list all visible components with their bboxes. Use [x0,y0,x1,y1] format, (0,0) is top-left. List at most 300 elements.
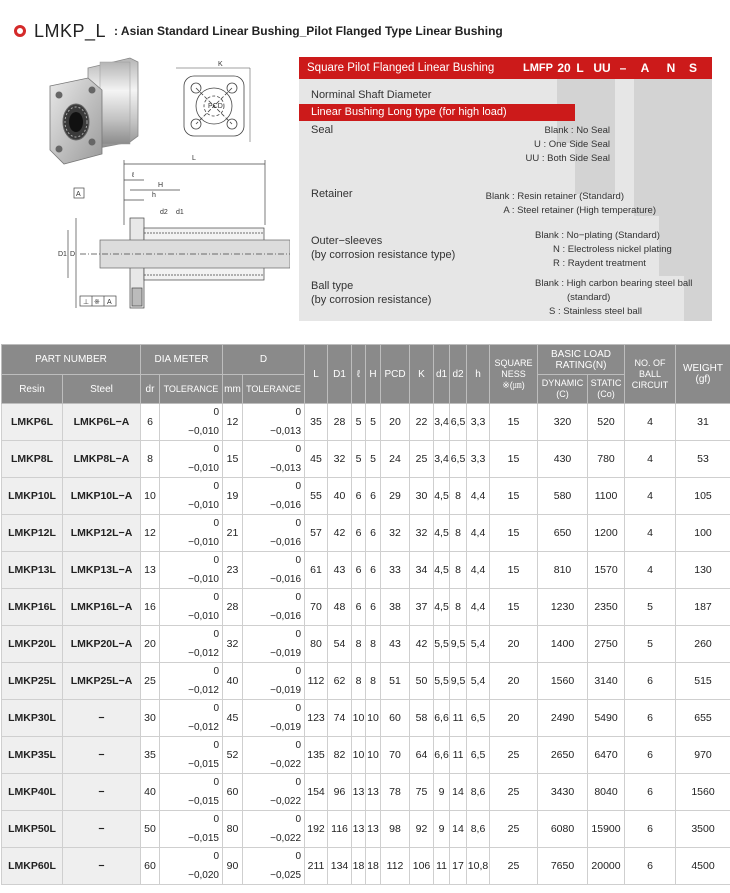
cell-h: 10 [366,700,381,737]
code-seg-size: 20 [557,61,571,75]
cell-l: 123 [305,700,328,737]
svg-text:d1: d1 [176,209,184,216]
cell-pcd: 70 [381,737,410,774]
tolerance-lower: −0,015 [188,759,219,770]
retainer-label: Retainer [311,188,353,200]
page-title [14,20,503,42]
cell-dr: 30 [141,700,160,737]
cell-l: 8 [352,626,366,663]
cell-d1: 40 [328,478,352,515]
svg-text:h: h [152,192,156,199]
ball-option-standard: (standard) [567,292,611,303]
header-ell: ℓ [352,345,366,404]
seal-option-u: U : One Side Seal [533,139,610,150]
header-mm: mm [223,375,243,404]
ball-type-label-1: Ball type [311,280,354,292]
dr-tolerance-cell [160,737,223,774]
cell-d: 90 [223,848,243,885]
cell-resin: LMKP10L [2,478,63,515]
cell-pcd: 43 [381,626,410,663]
tolerance-lower: −0,015 [188,796,219,807]
code-seg-retainer: A [640,61,650,75]
cell-d2: 9,5 [450,663,467,700]
spec-table-body [2,404,730,885]
cell-k: 58 [410,700,434,737]
cell-wt: 100 [676,515,730,552]
cell-resin: LMKP13L [2,552,63,589]
cell-dr: 35 [141,737,160,774]
table-row [2,811,730,848]
cell-dr: 25 [141,663,160,700]
cell-wt: 130 [676,552,730,589]
cell-resin: LMKP6L [2,404,63,441]
static-line-1: STATIC [590,378,622,388]
header-h-lower: h [467,345,490,404]
cell-d: 23 [223,552,243,589]
cell-l: 5 [352,404,366,441]
cell-d1: 4,5 [434,478,450,515]
code-seg-ball: S [688,61,697,75]
dr-tolerance-cell [160,663,223,700]
tolerance-upper: 0 [213,851,219,862]
cell-wt: 1560 [676,774,730,811]
cell-l: 13 [352,774,366,811]
cell-d1: 42 [328,515,352,552]
cell-resin: LMKP8L [2,441,63,478]
cell-d1: 4,5 [434,589,450,626]
cell-steel: − [63,737,141,774]
cell-dr: 60 [141,848,160,885]
tolerance-upper: 0 [295,518,302,529]
code-seg-long: L [573,57,587,79]
dynamic-line-2: (C) [556,389,569,399]
svg-text:A: A [76,191,81,198]
cell-h: 8,6 [467,774,490,811]
tolerance-lower: −0,022 [270,796,302,807]
tolerance-upper: 0 [295,555,302,566]
d-tolerance-cell [243,700,305,737]
header-weight [676,345,730,404]
svg-text:※: ※ [94,299,100,306]
cell-l: 35 [305,404,328,441]
cell-wt: 53 [676,441,730,478]
outer-sleeves-label-2: (by corrosion resistance type) [311,249,456,261]
cell-d1: 134 [328,848,352,885]
title-bullet-icon [14,25,26,37]
cell-wt: 970 [676,737,730,774]
cell-sta: 6470 [588,737,625,774]
dr-tolerance-cell [160,589,223,626]
cell-h: 18 [366,848,381,885]
cell-d1: 4,5 [434,515,450,552]
tolerance-lower: −0,016 [270,611,302,622]
cell-d2: 6,5 [450,441,467,478]
cell-dr: 12 [141,515,160,552]
cell-d1: 9 [434,774,450,811]
cell-l: 6 [352,515,366,552]
d-tolerance-cell [243,626,305,663]
cell-d2: 6,5 [450,404,467,441]
d-tolerance-cell [243,774,305,811]
cell-l: 8 [352,663,366,700]
cell-sq: 25 [490,811,538,848]
cell-l: 5 [352,441,366,478]
cell-sta: 780 [588,441,625,478]
d-tolerance-cell [243,663,305,700]
cell-wt: 187 [676,589,730,626]
header-dr-tolerance: TOLERANCE [160,375,223,404]
tolerance-upper: 0 [295,444,302,455]
cell-h: 6 [366,515,381,552]
header-d-tolerance: TOLERANCE [243,375,305,404]
tolerance-upper: 0 [295,851,302,862]
cell-d2: 17 [450,848,467,885]
svg-text:A: A [107,299,112,306]
cell-ball: 6 [625,811,676,848]
tolerance-lower: −0,012 [188,722,219,733]
svg-text:⊥: ⊥ [83,299,90,306]
cell-d2: 8 [450,589,467,626]
cell-d2: 8 [450,478,467,515]
cell-resin: LMKP50L [2,811,63,848]
header-resin: Resin [2,375,63,404]
long-type-bar: Linear Bushing Long type (for high load) [299,104,575,121]
cell-steel: − [63,811,141,848]
cell-dr: 16 [141,589,160,626]
cell-k: 75 [410,774,434,811]
header-h-upper: H [366,345,381,404]
cell-l: 6 [352,552,366,589]
cell-ball: 4 [625,515,676,552]
cell-l: 112 [305,663,328,700]
tolerance-upper: 0 [295,814,302,825]
table-row [2,478,730,515]
static-line-2: (Co) [597,389,615,399]
header-part-number: PART NUMBER [2,345,141,375]
cell-dyn: 2490 [538,700,588,737]
cell-l: 154 [305,774,328,811]
svg-text:L: L [192,155,196,162]
retainer-option-blank: Blank : Resin retainer (Standard) [485,191,624,202]
cell-k: 25 [410,441,434,478]
cell-ball: 6 [625,663,676,700]
cell-d1: 96 [328,774,352,811]
cell-dr: 20 [141,626,160,663]
cell-ball: 4 [625,441,676,478]
ball-type-label-2: (by corrosion resistance) [311,294,432,306]
tolerance-lower: −0,013 [270,463,302,474]
cell-steel: LMKP12L−A [63,515,141,552]
cell-d1: 74 [328,700,352,737]
cell-dyn: 580 [538,478,588,515]
squareness-line-2: NESS [501,368,526,379]
cell-h: 5 [366,404,381,441]
cell-steel: LMKP25L−A [63,663,141,700]
header-d2-small: d2 [450,345,467,404]
tolerance-lower: −0,025 [270,870,302,881]
cell-sta: 1200 [588,515,625,552]
cell-resin: LMKP35L [2,737,63,774]
cell-sta: 2350 [588,589,625,626]
cell-h: 5 [366,441,381,478]
dr-tolerance-cell [160,515,223,552]
cell-k: 106 [410,848,434,885]
tolerance-lower: −0,015 [188,833,219,844]
cell-k: 30 [410,478,434,515]
tolerance-upper: 0 [213,407,219,418]
cell-dr: 8 [141,441,160,478]
cell-wt: 3500 [676,811,730,848]
cell-steel: LMKP20L−A [63,626,141,663]
cell-wt: 515 [676,663,730,700]
cell-steel: LMKP13L−A [63,552,141,589]
cell-d: 12 [223,404,243,441]
tolerance-lower: −0,013 [270,426,302,437]
cell-d1: 48 [328,589,352,626]
cell-h: 5,4 [467,626,490,663]
cell-dyn: 7650 [538,848,588,885]
cell-h: 6 [366,478,381,515]
cell-ball: 4 [625,478,676,515]
cell-l: 70 [305,589,328,626]
cell-ball: 6 [625,737,676,774]
cell-sta: 1100 [588,478,625,515]
cell-h: 4,4 [467,589,490,626]
tolerance-upper: 0 [213,777,219,788]
squareness-line-3: ※(㎛) [502,379,525,390]
cell-l: 61 [305,552,328,589]
cell-sq: 15 [490,589,538,626]
header-dia-meter: DIA METER [141,345,223,375]
cell-ball: 5 [625,589,676,626]
cell-h: 8 [366,626,381,663]
seal-label: Seal [311,124,334,136]
cell-resin: LMKP25L [2,663,63,700]
code-seg-dash: – [619,61,627,75]
d-tolerance-cell [243,848,305,885]
header-l: L [305,345,328,404]
tolerance-upper: 0 [213,444,219,455]
table-row [2,774,730,811]
retainer-option-a: A : Steel retainer (High temperature) [503,205,656,216]
svg-text:PCD: PCD [208,103,223,110]
cell-wt: 260 [676,626,730,663]
cell-sta: 8040 [588,774,625,811]
cell-sq: 15 [490,478,538,515]
title-code: LMKP_L [34,20,107,41]
cell-h: 6,5 [467,700,490,737]
cell-k: 64 [410,737,434,774]
cell-resin: LMKP16L [2,589,63,626]
svg-text:D1: D1 [58,251,67,258]
dr-tolerance-cell [160,404,223,441]
cell-d: 60 [223,774,243,811]
ball-option-blank: Blank : High carbon bearing steel ball [535,278,693,289]
ball-option-s: S : Stainless steel ball [549,306,642,317]
ordering-code-panel [299,57,712,321]
tolerance-upper: 0 [213,814,219,825]
cell-resin: LMKP30L [2,700,63,737]
dr-tolerance-cell [160,700,223,737]
basic-load-line-1: BASIC LOAD [551,348,612,360]
cell-d1: 6,6 [434,737,450,774]
cell-pcd: 78 [381,774,410,811]
table-row [2,552,730,589]
outer-option-r: R : Raydent treatment [553,258,646,269]
cell-sta: 2750 [588,626,625,663]
tolerance-upper: 0 [213,740,219,751]
cell-ball: 6 [625,700,676,737]
table-row [2,404,730,441]
cell-pcd: 24 [381,441,410,478]
cell-dyn: 810 [538,552,588,589]
cell-h: 4,4 [467,515,490,552]
cell-sq: 20 [490,663,538,700]
seal-option-uu: UU : Both Side Seal [525,153,610,164]
cell-ball: 6 [625,848,676,885]
cell-d: 21 [223,515,243,552]
cell-d1: 54 [328,626,352,663]
cell-h: 4,4 [467,552,490,589]
cell-sta: 20000 [588,848,625,885]
cell-sq: 15 [490,552,538,589]
cell-d2: 9,5 [450,626,467,663]
cell-h: 6 [366,589,381,626]
cell-k: 34 [410,552,434,589]
header-squareness [490,345,538,404]
tolerance-lower: −0,010 [188,537,219,548]
cell-h: 8 [366,663,381,700]
d-tolerance-cell [243,404,305,441]
cell-d1: 3,4 [434,441,450,478]
cell-k: 92 [410,811,434,848]
d-tolerance-cell [243,478,305,515]
tolerance-lower: −0,022 [270,759,302,770]
svg-text:H: H [158,182,164,189]
tolerance-lower: −0,010 [188,463,219,474]
cell-d1: 116 [328,811,352,848]
header-d: D [223,345,305,375]
cell-k: 22 [410,404,434,441]
d-tolerance-cell [243,515,305,552]
tolerance-lower: −0,016 [270,500,302,511]
cell-h: 6,5 [467,737,490,774]
table-row [2,663,730,700]
table-row [2,441,730,478]
cell-k: 50 [410,663,434,700]
cell-h: 10 [366,737,381,774]
tolerance-lower: −0,019 [270,722,302,733]
cell-sq: 15 [490,515,538,552]
d-tolerance-cell [243,737,305,774]
header-d1-small: d1 [434,345,450,404]
cell-dr: 10 [141,478,160,515]
cell-pcd: 60 [381,700,410,737]
cell-k: 32 [410,515,434,552]
cell-d1: 43 [328,552,352,589]
d-tolerance-cell [243,811,305,848]
dr-tolerance-cell [160,848,223,885]
header-dynamic [538,375,588,404]
tolerance-lower: −0,022 [270,833,302,844]
cell-h: 3,3 [467,404,490,441]
dr-tolerance-cell [160,811,223,848]
tolerance-upper: 0 [213,518,219,529]
seal-option-blank: Blank : No Seal [544,125,610,136]
table-row [2,626,730,663]
cell-steel: LMKP10L−A [63,478,141,515]
header-steel: Steel [63,375,141,404]
cell-wt: 655 [676,700,730,737]
cell-resin: LMKP20L [2,626,63,663]
dr-tolerance-cell [160,552,223,589]
header-dr: dr [141,375,160,404]
cell-pcd: 112 [381,848,410,885]
dynamic-line-1: DYNAMIC [541,378,584,388]
cell-d1: 32 [328,441,352,478]
table-row [2,700,730,737]
cell-d2: 8 [450,552,467,589]
ordering-code-header: Square Pilot Flanged Linear Bushing [299,57,712,79]
cell-sta: 520 [588,404,625,441]
dr-tolerance-cell [160,478,223,515]
tolerance-lower: −0,010 [188,574,219,585]
tolerance-upper: 0 [295,666,302,677]
cell-d1: 62 [328,663,352,700]
weight-line-2: (gf) [695,374,711,385]
cell-d1: 9 [434,811,450,848]
product-drawing [40,50,290,320]
cell-l: 6 [352,478,366,515]
cell-resin: LMKP60L [2,848,63,885]
cell-l: 10 [352,737,366,774]
cell-sq: 25 [490,774,538,811]
cell-pcd: 51 [381,663,410,700]
tolerance-upper: 0 [213,555,219,566]
table-row [2,737,730,774]
squareness-line-1: SQUARE [494,357,533,368]
basic-load-line-2: RATING(N) [555,359,607,371]
outer-sleeves-label-1: Outer−sleeves [311,235,383,247]
cell-d1: 4,5 [434,552,450,589]
cell-k: 42 [410,626,434,663]
ball-line-3: CIRCUIT [631,379,669,390]
cell-pcd: 32 [381,515,410,552]
cell-ball: 5 [625,626,676,663]
outer-option-n: N : Electroless nickel plating [553,244,672,255]
nominal-shaft-label: Norminal Shaft Diameter [311,89,432,101]
cell-wt: 4500 [676,848,730,885]
cell-l: 135 [305,737,328,774]
cell-dyn: 430 [538,441,588,478]
cell-h: 3,3 [467,441,490,478]
cell-dyn: 3430 [538,774,588,811]
cell-d1: 6,6 [434,700,450,737]
cell-dyn: 2650 [538,737,588,774]
bushing-illustration [40,50,290,320]
cell-h: 4,4 [467,478,490,515]
svg-text:ℓ: ℓ [132,172,135,179]
cell-d: 52 [223,737,243,774]
tolerance-upper: 0 [213,592,219,603]
cell-pcd: 38 [381,589,410,626]
tolerance-lower: −0,016 [270,537,302,548]
cell-dr: 6 [141,404,160,441]
cell-resin: LMKP40L [2,774,63,811]
weight-line-1: WEIGHT [683,363,724,374]
cell-dyn: 1560 [538,663,588,700]
cell-d2: 11 [450,737,467,774]
